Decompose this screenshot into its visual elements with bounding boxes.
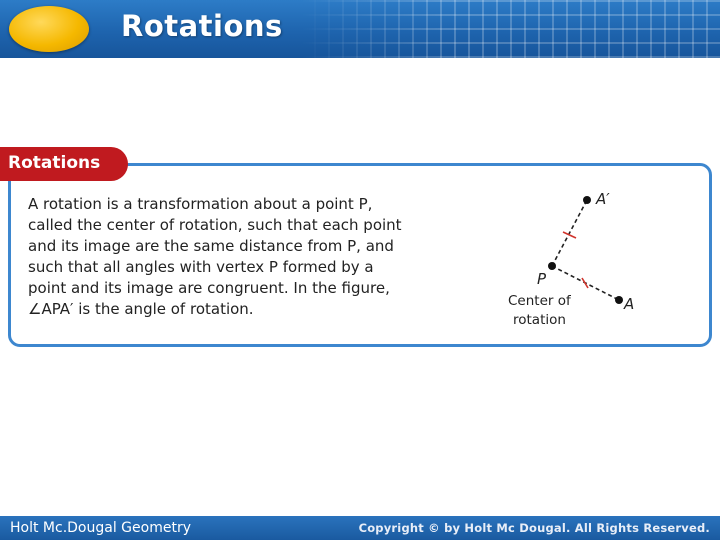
point-a	[615, 296, 623, 304]
footer-publisher: Holt Mc.Dougal Geometry	[10, 520, 191, 536]
definition-text	[28, 194, 448, 320]
label-a-prime: A′	[596, 190, 610, 208]
header-grid-decoration	[300, 0, 720, 58]
definition-line: A rotation is a transformation about a point P,	[28, 195, 373, 213]
definition-tab	[0, 147, 128, 181]
definition-tab-label: Rotations	[8, 153, 101, 173]
rotation-figure	[500, 182, 660, 332]
definition-line: point and its image are congruent. In the figure,	[28, 279, 390, 297]
footer-copyright: Copyright © by Holt Mc Dougal. All Rights Reserved.	[358, 521, 710, 535]
definition-line: such that all angles with vertex P formed by a	[28, 258, 374, 276]
label-p: P	[537, 270, 547, 288]
page-title: Rotations	[121, 9, 283, 43]
definition-line: ∠APA′ is the angle of rotation.	[28, 300, 254, 318]
definition-line: and its image are the same distance from P, and	[28, 237, 394, 255]
footer-bar	[0, 516, 720, 540]
label-a: A	[624, 295, 635, 313]
point-a-prime	[583, 196, 591, 204]
caption-line-1: Center of	[508, 293, 571, 309]
header-badge-oval	[9, 6, 89, 52]
segment-pa-prime	[552, 200, 587, 266]
caption-line-2: rotation	[513, 312, 566, 328]
definition-line: called the center of rotation, such that each point	[28, 216, 402, 234]
header-bar	[0, 0, 720, 58]
point-p	[548, 262, 556, 270]
